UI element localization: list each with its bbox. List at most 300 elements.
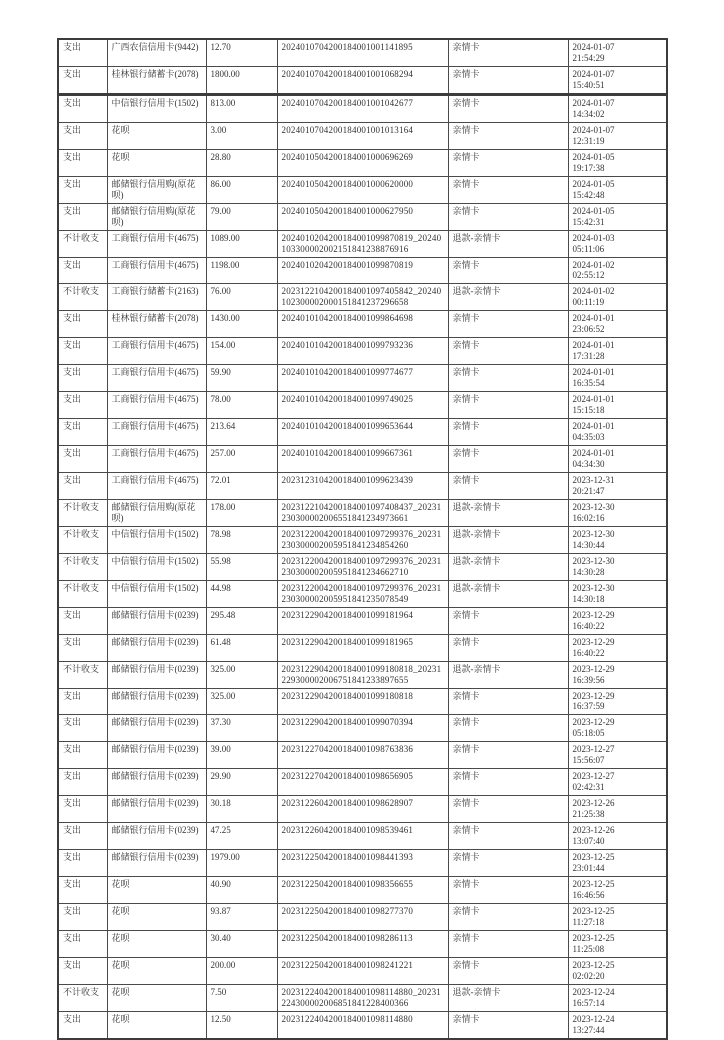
cell-flow-type: 支出	[58, 607, 107, 634]
cell-datetime	[568, 203, 667, 230]
cell-datetime	[568, 419, 667, 446]
time-text: 23:01:44	[572, 863, 605, 874]
date-text: 2023-12-26	[572, 798, 615, 809]
cell-datetime	[568, 769, 667, 796]
table-row	[58, 688, 667, 715]
cell-datetime	[568, 311, 667, 338]
cell-amount: 29.90	[206, 769, 277, 796]
cell-payment-method: 工商银行信用卡(4675)	[107, 365, 206, 392]
cell-amount: 1198.00	[206, 257, 277, 284]
cell-card-tag: 亲情卡	[448, 122, 568, 149]
cell-transaction-id: 2024010704200184001001068294	[277, 66, 448, 93]
cell-flow-type: 支出	[58, 742, 107, 769]
cell-flow-type: 支出	[58, 1011, 107, 1038]
cell-card-tag: 亲情卡	[448, 930, 568, 957]
cell-payment-method: 工商银行信用卡(4675)	[107, 473, 206, 500]
table-row	[58, 553, 667, 580]
cell-card-tag: 亲情卡	[448, 338, 568, 365]
cell-payment-method: 邮储银行信用购(原花呗)	[107, 203, 206, 230]
cell-amount: 28.80	[206, 149, 277, 176]
table-row	[58, 257, 667, 284]
cell-flow-type: 不计收支	[58, 499, 107, 526]
cell-payment-method: 广西农信信用卡(9442)	[107, 39, 206, 66]
cell-amount: 47.25	[206, 823, 277, 850]
cell-amount: 72.01	[206, 473, 277, 500]
cell-card-tag: 亲情卡	[448, 257, 568, 284]
cell-transaction-id: 2024010104200184001099864698	[277, 311, 448, 338]
cell-transaction-id: 2024010204200184001099870819_20240103300002002151841238876916	[277, 230, 448, 257]
date-text: 2024-01-07	[572, 124, 615, 135]
table-row	[58, 95, 667, 122]
cell-flow-type: 支出	[58, 877, 107, 904]
cell-payment-method: 邮储银行信用卡(0239)	[107, 688, 206, 715]
cell-amount: 39.00	[206, 742, 277, 769]
cell-amount: 325.00	[206, 688, 277, 715]
date-text: 2024-01-07	[572, 97, 615, 108]
cell-card-tag: 亲情卡	[448, 39, 568, 66]
time-text: 21:54:29	[572, 52, 605, 63]
cell-flow-type: 不计收支	[58, 661, 107, 688]
cell-card-tag: 亲情卡	[448, 95, 568, 122]
cell-transaction-id: 2024010104200184001099653644	[277, 419, 448, 446]
time-text: 15:40:51	[572, 79, 605, 90]
table-row	[58, 39, 667, 66]
cell-card-tag: 亲情卡	[448, 1011, 568, 1038]
time-text: 16:39:56	[572, 674, 605, 685]
cell-amount: 7.50	[206, 984, 277, 1011]
cell-transaction-id: 2023122904200184001099181965	[277, 634, 448, 661]
cell-datetime	[568, 257, 667, 284]
table-row	[58, 904, 667, 931]
cell-amount: 257.00	[206, 446, 277, 473]
cell-payment-method: 工商银行信用卡(4675)	[107, 392, 206, 419]
time-text: 16:40:22	[572, 620, 605, 631]
transactions-table-segment-2	[57, 94, 668, 1040]
date-text: 2024-01-03	[572, 232, 615, 243]
cell-amount: 93.87	[206, 904, 277, 931]
time-text: 13:07:40	[572, 836, 605, 847]
date-text: 2024-01-02	[572, 286, 615, 297]
cell-flow-type: 支出	[58, 715, 107, 742]
cell-transaction-id: 2023122104200184001097408437_20231230300002006551841234973661	[277, 499, 448, 526]
cell-flow-type: 支出	[58, 176, 107, 203]
time-text: 16:35:54	[572, 378, 605, 389]
time-text: 04:34:30	[572, 459, 605, 470]
cell-transaction-id: 2023122004200184001097299376_20231230300002005951841234854260	[277, 526, 448, 553]
date-text: 2024-01-05	[572, 205, 615, 216]
cell-datetime	[568, 930, 667, 957]
table-row	[58, 230, 667, 257]
date-text: 2023-12-24	[572, 986, 615, 997]
cell-transaction-id: 2024010104200184001099774677	[277, 365, 448, 392]
transactions-table	[57, 38, 668, 1040]
cell-payment-method: 邮储银行信用购(原花呗)	[107, 176, 206, 203]
cell-datetime	[568, 66, 667, 93]
cell-flow-type: 支出	[58, 149, 107, 176]
cell-amount: 79.00	[206, 203, 277, 230]
cell-amount: 1800.00	[206, 66, 277, 93]
cell-card-tag: 亲情卡	[448, 203, 568, 230]
cell-datetime	[568, 365, 667, 392]
time-text: 13:27:44	[572, 1024, 605, 1035]
time-text: 23:06:52	[572, 324, 605, 335]
cell-datetime	[568, 850, 667, 877]
cell-card-tag: 亲情卡	[448, 769, 568, 796]
cell-flow-type: 支出	[58, 769, 107, 796]
cell-datetime	[568, 473, 667, 500]
date-text: 2023-12-29	[572, 663, 615, 674]
time-text: 02:55:12	[572, 270, 605, 281]
cell-card-tag: 亲情卡	[448, 607, 568, 634]
cell-payment-method: 花呗	[107, 1011, 206, 1038]
transactions-table-segment-1	[57, 38, 668, 95]
cell-datetime	[568, 338, 667, 365]
time-text: 00:11:19	[572, 297, 605, 308]
date-text: 2023-12-29	[572, 690, 615, 701]
cell-flow-type: 支出	[58, 904, 107, 931]
time-text: 14:34:02	[572, 108, 605, 119]
cell-card-tag: 亲情卡	[448, 688, 568, 715]
cell-transaction-id: 2023122904200184001099181964	[277, 607, 448, 634]
cell-flow-type: 支出	[58, 122, 107, 149]
cell-datetime	[568, 715, 667, 742]
date-text: 2023-12-30	[572, 528, 615, 539]
cell-amount: 1430.00	[206, 311, 277, 338]
date-text: 2023-12-25	[572, 932, 615, 943]
cell-transaction-id: 2023122904200184001099180818_20231229300002006751841233897655	[277, 661, 448, 688]
cell-amount: 813.00	[206, 95, 277, 122]
date-text: 2023-12-29	[572, 609, 615, 620]
cell-transaction-id: 2023122904200184001099070394	[277, 715, 448, 742]
date-text: 2023-12-25	[572, 879, 615, 890]
cell-flow-type: 支出	[58, 957, 107, 984]
cell-transaction-id: 2023122604200184001098539461	[277, 823, 448, 850]
cell-payment-method: 花呗	[107, 877, 206, 904]
cell-card-tag: 退款-亲情卡	[448, 553, 568, 580]
table-row	[58, 365, 667, 392]
cell-transaction-id: 2024010704200184001001042677	[277, 95, 448, 122]
date-text: 2023-12-26	[572, 825, 615, 836]
cell-card-tag: 退款-亲情卡	[448, 661, 568, 688]
cell-transaction-id: 2024010504200184001000620000	[277, 176, 448, 203]
table-row	[58, 392, 667, 419]
cell-amount: 55.98	[206, 553, 277, 580]
time-text: 11:27:18	[572, 916, 605, 927]
date-text: 2024-01-07	[572, 42, 615, 52]
date-text: 2024-01-01	[572, 421, 615, 432]
cell-amount: 78.00	[206, 392, 277, 419]
cell-datetime	[568, 1011, 667, 1038]
cell-flow-type: 支出	[58, 95, 107, 122]
table-row	[58, 446, 667, 473]
cell-flow-type: 支出	[58, 338, 107, 365]
table-row	[58, 176, 667, 203]
table-row	[58, 850, 667, 877]
cell-flow-type: 不计收支	[58, 553, 107, 580]
cell-datetime	[568, 526, 667, 553]
cell-payment-method: 工商银行信用卡(4675)	[107, 419, 206, 446]
cell-transaction-id: 2023122504200184001098286113	[277, 930, 448, 957]
cell-flow-type: 不计收支	[58, 284, 107, 311]
cell-datetime	[568, 39, 667, 66]
time-text: 15:56:07	[572, 755, 605, 766]
cell-flow-type: 支出	[58, 634, 107, 661]
cell-payment-method: 邮储银行信用卡(0239)	[107, 607, 206, 634]
date-text: 2023-12-27	[572, 771, 615, 782]
cell-flow-type: 支出	[58, 365, 107, 392]
time-text: 14:30:18	[572, 593, 605, 604]
date-text: 2024-01-01	[572, 367, 615, 378]
table-row	[58, 526, 667, 553]
time-text: 14:30:44	[572, 539, 605, 550]
cell-datetime	[568, 984, 667, 1011]
cell-payment-method: 中信银行信用卡(1502)	[107, 526, 206, 553]
cell-datetime	[568, 904, 667, 931]
cell-datetime	[568, 877, 667, 904]
date-text: 2023-12-29	[572, 636, 615, 647]
cell-transaction-id: 2023122504200184001098441393	[277, 850, 448, 877]
cell-card-tag: 亲情卡	[448, 742, 568, 769]
cell-card-tag: 亲情卡	[448, 149, 568, 176]
cell-card-tag: 亲情卡	[448, 904, 568, 931]
cell-datetime	[568, 95, 667, 122]
cell-card-tag: 亲情卡	[448, 796, 568, 823]
cell-payment-method: 邮储银行信用卡(0239)	[107, 634, 206, 661]
cell-transaction-id: 2023122504200184001098356655	[277, 877, 448, 904]
cell-payment-method: 花呗	[107, 149, 206, 176]
cell-datetime	[568, 796, 667, 823]
cell-amount: 12.70	[206, 39, 277, 66]
cell-datetime	[568, 957, 667, 984]
time-text: 17:31:28	[572, 351, 605, 362]
time-text: 14:30:28	[572, 566, 605, 577]
time-text: 04:35:03	[572, 432, 605, 443]
cell-datetime	[568, 122, 667, 149]
cell-amount: 200.00	[206, 957, 277, 984]
table-row	[58, 769, 667, 796]
table-row	[58, 122, 667, 149]
table-row	[58, 338, 667, 365]
cell-flow-type: 支出	[58, 823, 107, 850]
table-row	[58, 661, 667, 688]
cell-card-tag: 亲情卡	[448, 311, 568, 338]
cell-datetime	[568, 688, 667, 715]
cell-transaction-id: 2024010704200184001001141895	[277, 39, 448, 66]
table-row	[58, 634, 667, 661]
cell-card-tag: 退款-亲情卡	[448, 499, 568, 526]
date-text: 2024-01-02	[572, 259, 615, 270]
cell-amount: 76.00	[206, 284, 277, 311]
date-text: 2024-01-05	[572, 178, 615, 189]
cell-payment-method: 中信银行信用卡(1502)	[107, 580, 206, 607]
cell-flow-type: 不计收支	[58, 526, 107, 553]
table-row	[58, 930, 667, 957]
cell-payment-method: 邮储银行信用卡(0239)	[107, 850, 206, 877]
date-text: 2024-01-01	[572, 448, 615, 459]
date-text: 2023-12-31	[572, 475, 615, 485]
time-text: 02:02:20	[572, 970, 605, 981]
cell-amount: 86.00	[206, 176, 277, 203]
cell-amount: 178.00	[206, 499, 277, 526]
cell-payment-method: 工商银行信用卡(4675)	[107, 257, 206, 284]
table-row	[58, 877, 667, 904]
time-text: 16:57:14	[572, 997, 605, 1008]
cell-card-tag: 亲情卡	[448, 392, 568, 419]
date-text: 2023-12-24	[572, 1013, 615, 1024]
cell-amount: 295.48	[206, 607, 277, 634]
cell-amount: 30.18	[206, 796, 277, 823]
table-row	[58, 957, 667, 984]
cell-datetime	[568, 634, 667, 661]
cell-transaction-id: 2023122404200184001098114880	[277, 1011, 448, 1038]
date-text: 2023-12-29	[572, 717, 615, 728]
cell-payment-method: 邮储银行信用卡(0239)	[107, 661, 206, 688]
table-row	[58, 499, 667, 526]
cell-payment-method: 工商银行储蓄卡(2163)	[107, 284, 206, 311]
cell-transaction-id: 2023122404200184001098114880_20231224300002006851841228400366	[277, 984, 448, 1011]
table-row	[58, 607, 667, 634]
date-text: 2023-12-30	[572, 501, 615, 512]
cell-card-tag: 退款-亲情卡	[448, 984, 568, 1011]
cell-flow-type: 支出	[58, 392, 107, 419]
cell-datetime	[568, 284, 667, 311]
cell-payment-method: 邮储银行信用卡(0239)	[107, 769, 206, 796]
cell-transaction-id: 2024010704200184001001013164	[277, 122, 448, 149]
cell-datetime	[568, 553, 667, 580]
cell-amount: 30.40	[206, 930, 277, 957]
cell-flow-type: 支出	[58, 39, 107, 66]
table-row	[58, 311, 667, 338]
cell-transaction-id: 2023122104200184001097405842_20240102300002000151841237296658	[277, 284, 448, 311]
cell-datetime	[568, 823, 667, 850]
cell-transaction-id: 2023123104200184001099623439	[277, 473, 448, 500]
date-text: 2023-12-25	[572, 852, 615, 863]
cell-amount: 61.48	[206, 634, 277, 661]
cell-flow-type: 支出	[58, 311, 107, 338]
cell-transaction-id: 2024010104200184001099667361	[277, 446, 448, 473]
cell-payment-method: 邮储银行信用卡(0239)	[107, 715, 206, 742]
cell-transaction-id: 2023122704200184001098763836	[277, 742, 448, 769]
table-row	[58, 984, 667, 1011]
cell-payment-method: 花呗	[107, 930, 206, 957]
cell-payment-method: 花呗	[107, 957, 206, 984]
time-text: 05:11:06	[572, 243, 605, 254]
cell-amount: 3.00	[206, 122, 277, 149]
time-text: 21:25:38	[572, 809, 605, 820]
cell-datetime	[568, 149, 667, 176]
cell-payment-method: 工商银行信用卡(4675)	[107, 230, 206, 257]
cell-card-tag: 亲情卡	[448, 419, 568, 446]
date-text: 2023-12-30	[572, 555, 615, 566]
cell-amount: 325.00	[206, 661, 277, 688]
cell-transaction-id: 2024010504200184001000696269	[277, 149, 448, 176]
cell-amount: 44.98	[206, 580, 277, 607]
cell-amount: 154.00	[206, 338, 277, 365]
date-text: 2023-12-30	[572, 582, 615, 593]
cell-card-tag: 亲情卡	[448, 66, 568, 93]
cell-card-tag: 亲情卡	[448, 715, 568, 742]
cell-payment-method: 邮储银行信用卡(0239)	[107, 796, 206, 823]
cell-payment-method: 邮储银行信用卡(0239)	[107, 823, 206, 850]
cell-amount: 78.98	[206, 526, 277, 553]
cell-payment-method: 花呗	[107, 904, 206, 931]
time-text: 12:31:19	[572, 135, 605, 146]
cell-amount: 37.30	[206, 715, 277, 742]
date-text: 2024-01-01	[572, 313, 615, 324]
cell-transaction-id: 2023122504200184001098277370	[277, 904, 448, 931]
cell-card-tag: 退款-亲情卡	[448, 284, 568, 311]
table-row	[58, 203, 667, 230]
cell-card-tag: 亲情卡	[448, 957, 568, 984]
date-text: 2023-12-25	[572, 906, 615, 916]
cell-datetime	[568, 607, 667, 634]
cell-card-tag: 亲情卡	[448, 877, 568, 904]
cell-datetime	[568, 392, 667, 419]
cell-payment-method: 桂林银行储蓄卡(2078)	[107, 311, 206, 338]
cell-transaction-id: 2023122004200184001097299376_20231230300002005951841234662710	[277, 553, 448, 580]
table-row	[58, 419, 667, 446]
table-row	[58, 66, 667, 93]
cell-payment-method: 中信银行信用卡(1502)	[107, 553, 206, 580]
cell-flow-type: 支出	[58, 203, 107, 230]
cell-datetime	[568, 742, 667, 769]
cell-transaction-id: 2024010104200184001099793236	[277, 338, 448, 365]
cell-transaction-id: 2023122604200184001098628907	[277, 796, 448, 823]
cell-payment-method: 工商银行信用卡(4675)	[107, 338, 206, 365]
time-text: 15:15:18	[572, 405, 605, 416]
time-text: 20:21:47	[572, 485, 605, 496]
date-text: 2023-12-25	[572, 959, 615, 970]
cell-flow-type: 支出	[58, 930, 107, 957]
cell-datetime	[568, 446, 667, 473]
table-row	[58, 284, 667, 311]
cell-amount: 40.90	[206, 877, 277, 904]
cell-flow-type: 不计收支	[58, 580, 107, 607]
cell-flow-type: 支出	[58, 688, 107, 715]
cell-card-tag: 退款-亲情卡	[448, 230, 568, 257]
cell-card-tag: 退款-亲情卡	[448, 580, 568, 607]
table-row	[58, 823, 667, 850]
cell-datetime	[568, 499, 667, 526]
time-text: 16:46:56	[572, 890, 605, 901]
time-text: 02:42:31	[572, 782, 605, 793]
date-text: 2024-01-07	[572, 68, 615, 79]
cell-flow-type: 支出	[58, 850, 107, 877]
cell-card-tag: 亲情卡	[448, 850, 568, 877]
cell-flow-type: 支出	[58, 257, 107, 284]
date-text: 2023-12-27	[572, 744, 615, 755]
cell-payment-method: 中信银行信用卡(1502)	[107, 95, 206, 122]
date-text: 2024-01-05	[572, 151, 615, 162]
table-row	[58, 580, 667, 607]
cell-payment-method: 花呗	[107, 122, 206, 149]
cell-card-tag: 亲情卡	[448, 176, 568, 203]
time-text: 16:02:16	[572, 512, 605, 523]
cell-payment-method: 邮储银行信用卡(0239)	[107, 742, 206, 769]
table-row	[58, 1011, 667, 1038]
cell-card-tag: 亲情卡	[448, 634, 568, 661]
table-row	[58, 742, 667, 769]
cell-payment-method: 桂林银行储蓄卡(2078)	[107, 66, 206, 93]
table-row	[58, 796, 667, 823]
cell-card-tag: 退款-亲情卡	[448, 526, 568, 553]
cell-flow-type: 不计收支	[58, 230, 107, 257]
time-text: 15:42:31	[572, 216, 605, 227]
cell-transaction-id: 2023122704200184001098656905	[277, 769, 448, 796]
time-text: 16:37:59	[572, 701, 605, 712]
cell-amount: 59.90	[206, 365, 277, 392]
cell-datetime	[568, 661, 667, 688]
